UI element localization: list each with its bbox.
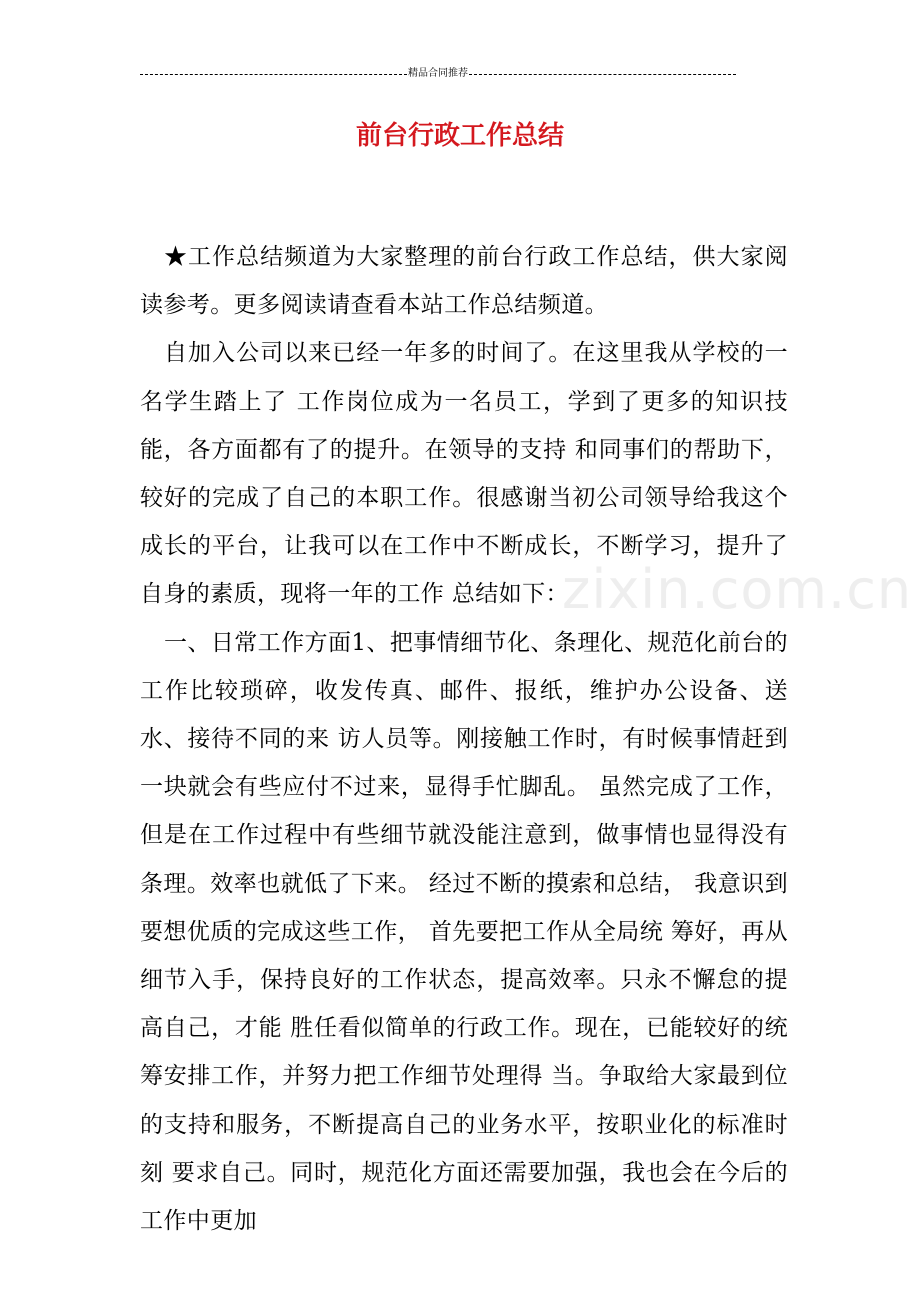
paragraph-1: 自加入公司以来已经一年多的时间了。在这里我从学校的一名学生踏上了 工作岗位成为一名员工，学到了更多的知识技能，各方面都有了的提升。在领导的支持 和同事们的帮助下，较好的完成了自己的本职工作。很感谢当初公司领导给我这个成长的平台，让我可以在工作中不断成长，不断学习，提升了自身的素质，现将一年的工作 总结如下： (140, 340, 788, 608)
header-dash-left (140, 74, 407, 75)
document-title: 前台行政工作总结 (355, 121, 564, 151)
header-dash-right (469, 74, 736, 75)
document-body (140, 233, 788, 1245)
intro-paragraph (140, 233, 788, 329)
intro-text: 工作总结频道为大家整理的前台行政工作总结，供大家阅读参考。更多阅读请查看本站工作总结频道。 (140, 244, 789, 319)
header-rule (140, 66, 736, 82)
watermark: zixin.com.cn (562, 558, 913, 621)
star-icon: ★ (164, 244, 189, 270)
paragraph-2: 一、日常工作方面1、把事情细节化、条理化、规范化前台的工作比较琐碎，收发传真、邮件、报纸，维护办公设备、送水、接待不同的来 访人员等。刚接触工作时，有时候事情赶到一块就会有些应付不过来，显得手忙脚乱。 虽然完成了工作，但是在工作过程中有些细节就没能注意到，做事情也显得没有条理。效率也就低了下来。 经过不断的摸索和总结， 我意识到要想优质的完成这些工作， 首先要把工作从全局统 筹好，再从细节入手，保持良好的工作状态，提高效率。只永不懈怠的提高自己，才能 胜任看似简单的行政工作。现在，已能较好的统筹安排工作，并努力把工作细节处理得 当。争取给大家最到位的支持和服务，不断提高自己的业务水平，按职业化的标准时刻 要求自己。同时，规范化方面还需要加强，我也会在今后的工作中更加 (140, 629, 788, 1235)
header-label: 精品合同推荐 (408, 68, 468, 79)
